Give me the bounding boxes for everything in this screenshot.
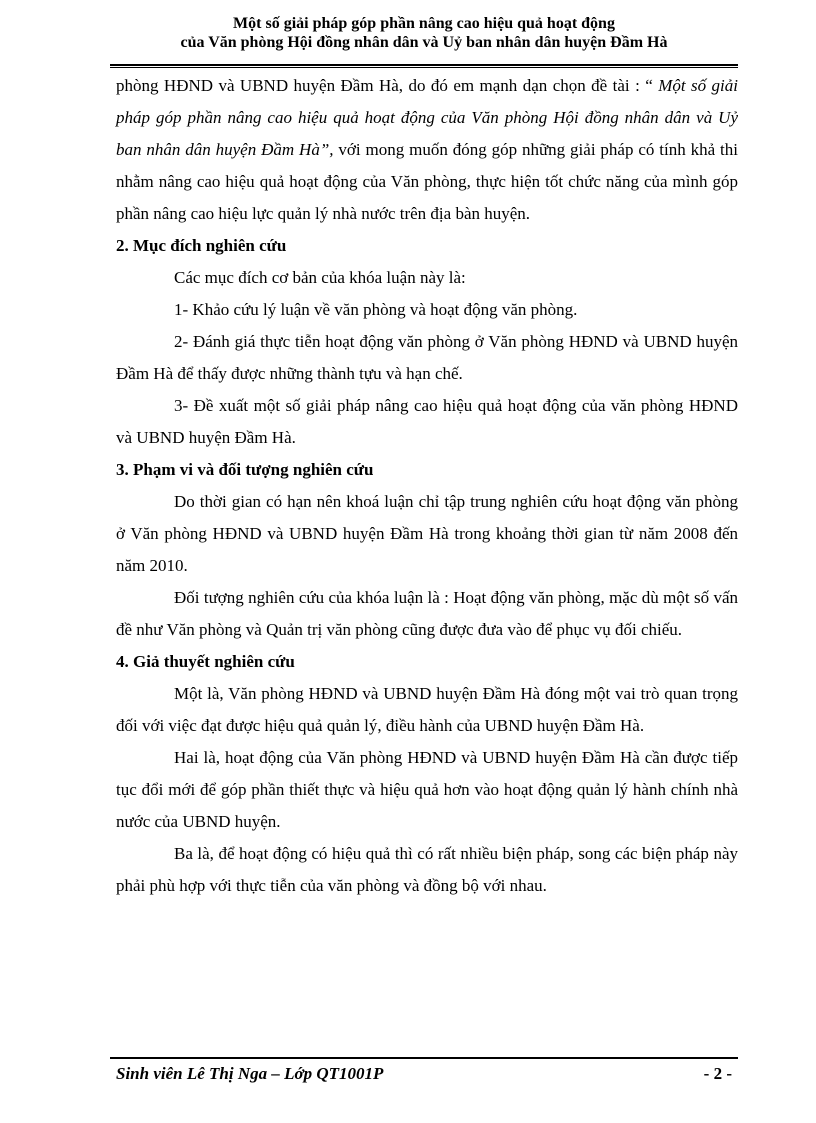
section-3-paragraph: Do thời gian có hạn nên khoá luận chỉ tập trung nghiên cứu hoạt động văn phòng ở Văn phòng HĐND và UBND huyện Đầm Hà trong khoảng thời gian từ năm 2008 đến năm 2010. [116,492,738,575]
thesis-title: Một số giải pháp góp phần nâng cao hiệu quả hoạt động của Văn phòng Hội đồng nhân dân và Uỷ ban nhân dân huyện Đầm Hà”, [116,76,739,159]
section-4-heading: 4. Giả thuyết nghiên cứu [116,652,295,671]
footer-author: Sinh viên Lê Thị Nga – Lớp QT1001P [116,1064,384,1083]
header-divider [110,64,738,68]
intro-text-1: phòng HĐND và UBND huyện Đầm Hà, do đó em mạnh dạn chọn đề tài : “ [116,76,659,95]
section-4-paragraph: Ba là, để hoạt động có hiệu quả thì có rất nhiều biện pháp, song các biện pháp này phải phù hợp với thực tiễn của văn phòng và đồng bộ với nhau. [116,844,738,895]
page-number: - 2 - [703,1064,732,1083]
section-2-paragraph: 2- Đánh giá thực tiễn hoạt động văn phòng ở Văn phòng HĐND và UBND huyện Đầm Hà để thấy được những thành tựu và hạn chế. [116,332,738,383]
section-4-paragraph: Một là, Văn phòng HĐND và UBND huyện Đầm Hà đóng một vai trò quan trọng đối với việc đạt được hiệu quả quản lý, điều hành của UBND huyện Đầm Hà. [116,684,738,735]
section-2-paragraph: Các mục đích cơ bản của khóa luận này là: [174,268,466,287]
footer-divider [110,1057,738,1059]
header-title-line-1: Một số giải pháp góp phần nâng cao hiệu quả hoạt động [233,15,615,32]
section-2-paragraph: 1- Khảo cứu lý luận về văn phòng và hoạt động văn phòng. [174,300,578,319]
intro-paragraph [116,70,738,230]
intro-text-2: với mong muốn đóng góp những giải pháp có tính khả thi nhằm nâng cao hiệu quả hoạt động của Văn phòng, thực hiện tốt chức năng của mình góp phần nâng cao hiệu lực quản lý nhà nước trên địa bàn huyện. [116,140,738,223]
header-title-line-2: của Văn phòng Hội đồng nhân dân và Uỷ ban nhân dân huyện Đầm Hà [180,34,668,51]
section-3-paragraph: Đối tượng nghiên cứu của khóa luận là : Hoạt động văn phòng, mặc dù một số vấn đề như Văn phòng và Quản trị văn phòng cũng được đưa vào để phục vụ đối chiếu. [116,588,738,639]
page-header [110,14,738,52]
section-2-heading: 2. Mục đích nghiên cứu [116,236,287,255]
document-body [116,70,738,902]
section-4-paragraph: Hai là, hoạt động của Văn phòng HĐND và UBND huyện Đầm Hà cần được tiếp tục đổi mới để góp phần thiết thực và hiệu quả hơn vào hoạt động quản lý hành chính nhà nước của UBND huyện. [116,748,738,831]
section-2-paragraph: 3- Đề xuất một số giải pháp nâng cao hiệu quả hoạt động của văn phòng HĐND và UBND huyện Đầm Hà. [116,396,738,447]
section-3-heading: 3. Phạm vi và đối tượng nghiên cứu [116,460,374,479]
